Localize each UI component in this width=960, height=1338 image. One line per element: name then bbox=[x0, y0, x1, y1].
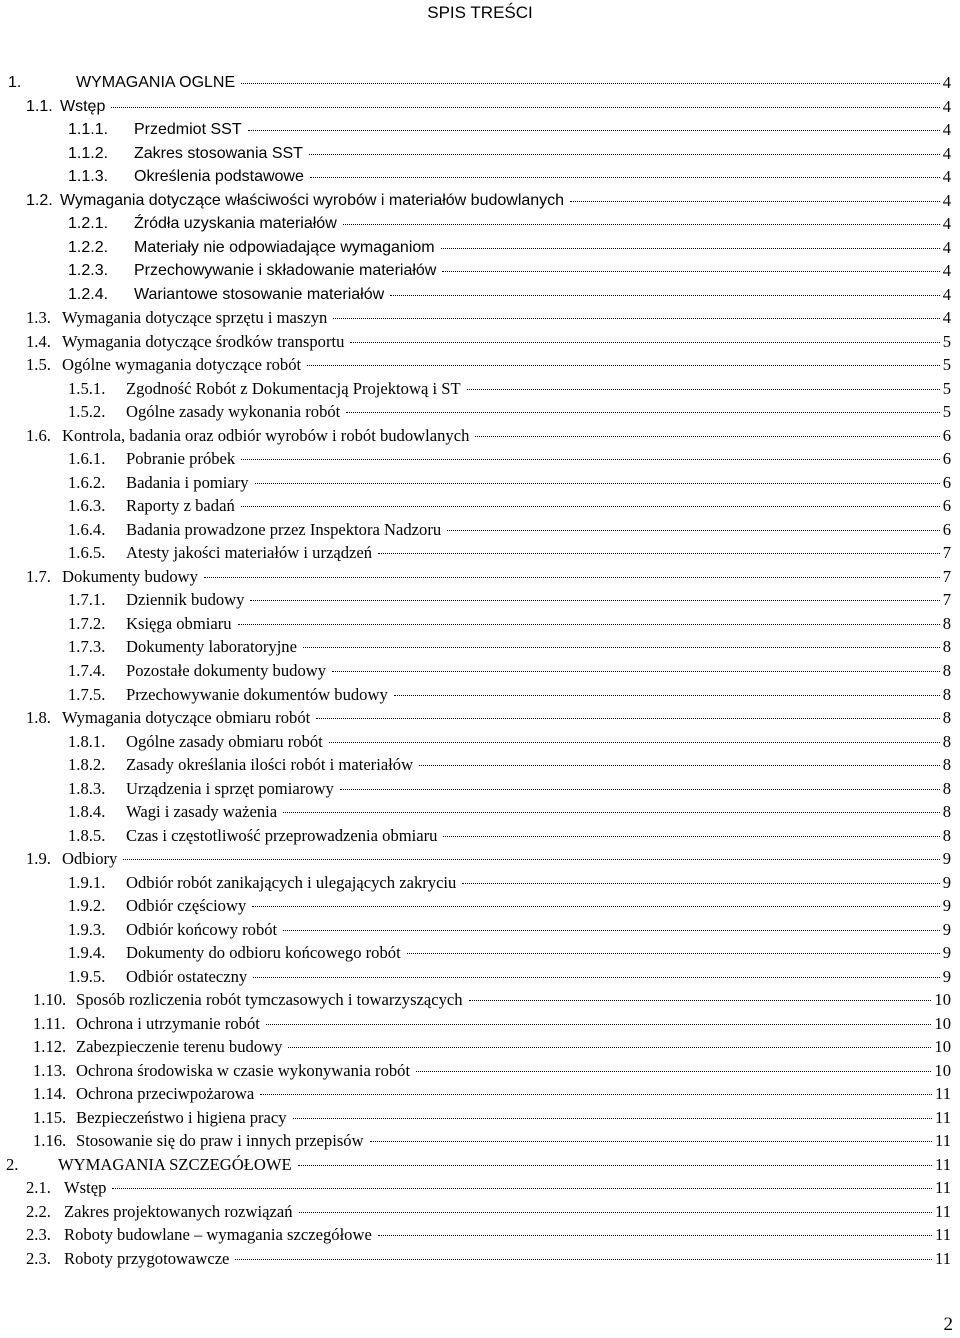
toc-entry-number: 1.5.2. bbox=[68, 402, 106, 422]
toc-entry-number: 1.9.4. bbox=[68, 943, 106, 963]
toc-entry-number: 1.6.2. bbox=[68, 472, 106, 492]
toc-entry-title: Pobranie próbek bbox=[126, 449, 236, 469]
dot-leader bbox=[293, 1118, 932, 1119]
toc-entry-number: 1.7.5. bbox=[68, 684, 106, 704]
dot-leader bbox=[299, 1212, 932, 1213]
dot-leader bbox=[570, 201, 940, 202]
toc-entry-number: 1.8.2. bbox=[68, 755, 106, 775]
toc-entry-number: 1.7. bbox=[26, 566, 51, 586]
dot-leader bbox=[241, 459, 939, 460]
toc-entry[interactable] bbox=[0, 519, 951, 541]
toc-entry-title: Ogólne zasady wykonania robót bbox=[126, 402, 341, 422]
toc-entry-title: Bezpieczeństwo i higiena pracy bbox=[76, 1107, 287, 1127]
toc-entry[interactable] bbox=[0, 660, 951, 682]
toc-entry-title: Zgodność Robót z Dokumentacją Projektową i ST bbox=[126, 378, 461, 398]
toc-entry-page: 8 bbox=[942, 661, 951, 680]
toc-entry-page: 5 bbox=[942, 378, 951, 398]
toc-entry-title: Wstęp bbox=[60, 97, 106, 115]
toc-entry-title: WYMAGANIA OGLNE bbox=[76, 74, 236, 91]
toc-entry-page: 8 bbox=[942, 731, 951, 751]
dot-leader bbox=[238, 624, 940, 625]
page-title: SPIS TREŚCI bbox=[427, 3, 533, 22]
toc-entry-number: 1.9.1. bbox=[68, 872, 106, 892]
toc-entry-page: 10 bbox=[934, 1037, 951, 1057]
dot-leader bbox=[443, 836, 939, 837]
toc-entry-number: 1.1. bbox=[26, 97, 53, 115]
toc-entry-page: 6 bbox=[942, 519, 951, 539]
dot-leader bbox=[241, 83, 940, 84]
toc-entry[interactable] bbox=[0, 872, 951, 894]
toc-entry-number: 1.8.1. bbox=[68, 731, 106, 751]
toc-entry-page: 4 bbox=[942, 167, 951, 187]
dot-leader bbox=[283, 930, 940, 931]
toc-entry-page: 8 bbox=[942, 778, 951, 798]
toc-entry[interactable] bbox=[0, 636, 951, 658]
toc-entry-page: 5 bbox=[942, 402, 951, 422]
toc-entry-title: Ogólne zasady obmiaru robót bbox=[126, 731, 323, 751]
toc-entry[interactable] bbox=[0, 754, 951, 776]
toc-entry-number: 1.2. bbox=[26, 191, 53, 209]
toc-entry-number: 1.13. bbox=[33, 1060, 67, 1080]
dot-leader bbox=[307, 365, 940, 366]
toc-entry-page: 8 bbox=[942, 755, 951, 775]
toc-entry-number: 2.3. bbox=[26, 1225, 51, 1245]
dot-leader bbox=[346, 412, 939, 413]
toc-entry-page: 10 bbox=[934, 990, 951, 1010]
toc-entry-title: Odbiory bbox=[62, 849, 118, 869]
toc-entry-title: Dziennik budowy bbox=[126, 590, 245, 610]
toc-entry-page: 4 bbox=[942, 120, 951, 140]
toc-entry[interactable] bbox=[0, 72, 951, 94]
toc-entry-number: 1.9.5. bbox=[68, 966, 106, 986]
toc-entry[interactable] bbox=[0, 848, 951, 870]
toc-entry-number: 1.15. bbox=[33, 1107, 67, 1127]
toc-entry-number: 1.16. bbox=[33, 1131, 67, 1151]
toc-entry-page: 11 bbox=[935, 1178, 951, 1198]
toc-entry[interactable] bbox=[0, 260, 951, 282]
toc-entry-page: 5 bbox=[942, 331, 951, 351]
page-number: 2 bbox=[943, 1314, 953, 1335]
toc-entry-title: Zabezpieczenie terenu budowy bbox=[76, 1037, 283, 1057]
toc-entry-page: 11 bbox=[935, 1249, 951, 1268]
toc-entry-title: Odbiór częściowy bbox=[126, 896, 247, 916]
toc-entry-number: 1.2.2. bbox=[68, 238, 109, 256]
toc-entry-number: 1.9. bbox=[26, 849, 51, 869]
toc-entry-page: 10 bbox=[934, 1013, 951, 1033]
toc-entry-number: 1.2.3. bbox=[68, 262, 109, 280]
toc-entry-number: 1.14. bbox=[33, 1084, 67, 1104]
toc-entry[interactable] bbox=[0, 707, 951, 729]
toc-entry-page: 11 bbox=[935, 1107, 951, 1127]
toc-entry-title: Źródła uzyskania materiałów bbox=[134, 215, 337, 233]
dot-leader bbox=[332, 671, 940, 672]
toc-entry[interactable] bbox=[0, 96, 951, 118]
dot-leader bbox=[266, 1024, 932, 1025]
toc-entry-title: Ochrona i utrzymanie robót bbox=[76, 1013, 260, 1033]
toc-entry-number: 1.12. bbox=[33, 1037, 67, 1057]
toc-entry-page: 4 bbox=[942, 308, 951, 328]
dot-leader bbox=[253, 977, 940, 978]
dot-leader bbox=[310, 177, 940, 178]
dot-leader bbox=[248, 130, 940, 131]
toc-entry-page: 7 bbox=[942, 590, 951, 610]
toc-entry[interactable] bbox=[0, 801, 951, 823]
dot-leader bbox=[469, 1000, 932, 1001]
toc-entry[interactable] bbox=[0, 613, 951, 635]
toc-entry-number: 2.3. bbox=[26, 1249, 51, 1268]
dot-leader bbox=[419, 765, 940, 766]
toc-entry-number: 1.8.4. bbox=[68, 802, 106, 822]
toc-entry-page: 9 bbox=[942, 943, 951, 963]
toc-entry-number: 1.2.1. bbox=[68, 215, 109, 233]
toc-entry-number: 1.4. bbox=[26, 331, 51, 351]
toc-entry-number: 1.9.2. bbox=[68, 896, 106, 916]
toc-entry-title: Przechowywanie dokumentów budowy bbox=[126, 684, 388, 704]
toc-entry[interactable] bbox=[0, 472, 951, 494]
toc-entry-page: 11 bbox=[935, 1201, 951, 1221]
toc-entry-page: 8 bbox=[942, 613, 951, 633]
toc-entry[interactable] bbox=[0, 919, 951, 941]
toc-entry[interactable] bbox=[0, 1201, 951, 1223]
toc-entry-page: 6 bbox=[942, 425, 951, 445]
toc-entry[interactable] bbox=[0, 989, 951, 1011]
toc-entry-number: 1.7.2. bbox=[68, 613, 106, 633]
toc-entry-number: 2. bbox=[6, 1154, 19, 1174]
toc-entry-title: Wagi i zasady ważenia bbox=[126, 802, 278, 822]
dot-leader bbox=[250, 600, 939, 601]
toc-entry-title: Kontrola, badania oraz odbiór wyrobów i robót budowlanych bbox=[62, 425, 470, 445]
toc-entry-number: 1.7.1. bbox=[68, 590, 106, 610]
toc-entry-title: Określenia podstawowe bbox=[134, 168, 304, 186]
dot-leader bbox=[390, 295, 940, 296]
dot-leader bbox=[255, 483, 940, 484]
toc-entry-page: 11 bbox=[935, 1084, 951, 1104]
toc-entry[interactable] bbox=[0, 589, 951, 611]
dot-leader bbox=[283, 812, 940, 813]
toc-entry-number: 1.5.1. bbox=[68, 378, 106, 398]
toc-entry-title: Roboty przygotowawcze bbox=[64, 1249, 230, 1268]
dot-leader bbox=[298, 1165, 932, 1166]
dot-leader bbox=[378, 1235, 932, 1236]
toc-entry-title: Odbiór ostateczny bbox=[126, 966, 248, 986]
toc-entry-number: 1.6.1. bbox=[68, 449, 106, 469]
toc-entry-page: 9 bbox=[942, 849, 951, 869]
toc-entry-title: Zakres projektowanych rozwiązań bbox=[64, 1201, 293, 1221]
toc-entry-page: 4 bbox=[942, 73, 951, 92]
toc-entry-page: 7 bbox=[942, 566, 951, 586]
dot-leader bbox=[407, 953, 940, 954]
toc-entry[interactable] bbox=[0, 354, 951, 376]
toc-entry-page: 11 bbox=[935, 1154, 951, 1174]
dot-leader bbox=[333, 318, 939, 319]
toc-entry[interactable] bbox=[0, 1036, 951, 1058]
toc-entry-number: 1.8. bbox=[26, 708, 51, 728]
toc-entry-number: 1.10. bbox=[33, 990, 67, 1010]
toc-entry-page: 10 bbox=[934, 1060, 951, 1080]
toc-entry[interactable] bbox=[0, 237, 951, 259]
toc-entry-number: 1.5. bbox=[26, 355, 51, 375]
toc-entry-page: 4 bbox=[942, 284, 951, 304]
toc-entry[interactable] bbox=[0, 495, 951, 517]
toc-entry[interactable] bbox=[0, 284, 951, 306]
toc-entry-title: Raporty z badań bbox=[126, 496, 235, 516]
toc-entry-title: Pozostałe dokumenty budowy bbox=[126, 661, 327, 680]
toc-entry-title: Odbiór robót zanikających i ulegających zakryciu bbox=[126, 872, 457, 892]
toc-entry-number: 1.3. bbox=[26, 308, 51, 328]
toc-entry-number: 1.11. bbox=[33, 1013, 66, 1033]
dot-leader bbox=[447, 530, 940, 531]
toc-entry[interactable] bbox=[0, 1248, 951, 1270]
toc-entry-page: 6 bbox=[942, 449, 951, 469]
toc-entry-number: 1.1.2. bbox=[68, 144, 109, 162]
toc-entry-page: 8 bbox=[942, 637, 951, 657]
toc-entry[interactable] bbox=[0, 143, 951, 165]
dot-leader bbox=[309, 154, 940, 155]
toc-entry-title: Wymagania dotyczące właściwości wyrobów i materiałów budowlanych bbox=[60, 191, 565, 209]
toc-entry-title: Księga obmiaru bbox=[126, 613, 232, 633]
toc-entry-number: 1.8.3. bbox=[68, 778, 106, 798]
dot-leader bbox=[394, 695, 940, 696]
toc-entry-page: 8 bbox=[942, 708, 951, 728]
toc-entry-title: Materiały nie odpowiadające wymaganiom bbox=[134, 238, 435, 256]
toc-entry-page: 11 bbox=[935, 1131, 951, 1151]
toc-entry-title: Dokumenty do odbioru końcowego robót bbox=[126, 943, 401, 963]
toc-entry-page: 5 bbox=[942, 355, 951, 375]
toc-entry-title: Wymagania dotyczące środków transportu bbox=[62, 331, 345, 351]
toc-entry[interactable] bbox=[0, 684, 951, 706]
dot-leader bbox=[241, 506, 940, 507]
toc-entry[interactable] bbox=[0, 895, 951, 917]
toc-entry[interactable] bbox=[0, 942, 951, 964]
toc-entry-number: 1.7.4. bbox=[68, 661, 106, 680]
dot-leader bbox=[329, 742, 940, 743]
dot-leader bbox=[350, 342, 939, 343]
toc-entry-title: Wymagania dotyczące sprzętu i maszyn bbox=[62, 308, 328, 328]
dot-leader bbox=[112, 1188, 932, 1189]
toc-entry-number: 1.6.3. bbox=[68, 496, 106, 516]
toc-entry-title: Dokumenty laboratoryjne bbox=[126, 637, 297, 657]
toc-entry-title: Badania i pomiary bbox=[126, 472, 249, 492]
toc-entry[interactable] bbox=[0, 448, 951, 470]
toc-entry[interactable] bbox=[0, 1154, 951, 1176]
toc-entry-title: Stosowanie się do praw i innych przepisów bbox=[76, 1131, 364, 1151]
toc-entry-page: 11 bbox=[935, 1225, 951, 1245]
toc-entry-page: 8 bbox=[942, 802, 951, 822]
toc-entry-title: Roboty budowlane – wymagania szczegółowe bbox=[64, 1225, 372, 1245]
toc-entry-title: Badania prowadzone przez Inspektora Nadzoru bbox=[126, 519, 442, 539]
dot-leader bbox=[235, 1259, 932, 1260]
toc-entry-page: 7 bbox=[942, 543, 951, 563]
toc-entry[interactable] bbox=[0, 1013, 951, 1035]
toc-entry-page: 8 bbox=[942, 684, 951, 704]
toc-entry-title: Zakres stosowania SST bbox=[134, 144, 303, 162]
toc-entry-page: 6 bbox=[942, 496, 951, 516]
toc-entry[interactable] bbox=[0, 542, 951, 564]
dot-leader bbox=[442, 271, 939, 272]
toc-entry-page: 9 bbox=[942, 872, 951, 892]
toc-entry[interactable] bbox=[0, 401, 951, 423]
toc-entry-number: 2.2. bbox=[26, 1201, 51, 1221]
toc-entry-page: 4 bbox=[942, 214, 951, 234]
toc-entry-title: Ogólne wymagania dotyczące robót bbox=[62, 355, 302, 375]
toc-entry-title: Przedmiot SST bbox=[134, 121, 242, 139]
dot-leader bbox=[340, 789, 940, 790]
dot-leader bbox=[316, 718, 939, 719]
dot-leader bbox=[416, 1071, 931, 1072]
dot-leader bbox=[260, 1094, 932, 1095]
toc-entry-number: 1.9.3. bbox=[68, 919, 106, 939]
toc-entry-title: Wymagania dotyczące obmiaru robót bbox=[62, 708, 311, 728]
toc-entry-number: 1.6.5. bbox=[68, 543, 106, 563]
toc-entry-number: 1.6.4. bbox=[68, 519, 106, 539]
toc-entry-title: Wariantowe stosowanie materiałów bbox=[134, 285, 385, 303]
dot-leader bbox=[303, 647, 940, 648]
dot-leader bbox=[343, 224, 940, 225]
toc-entry-page: 4 bbox=[942, 237, 951, 257]
toc-entry-number: 2.1. bbox=[26, 1178, 51, 1198]
toc-entry[interactable] bbox=[0, 966, 951, 988]
toc-entry-title: WYMAGANIA SZCZEGÓŁOWE bbox=[58, 1154, 292, 1174]
toc-entry[interactable] bbox=[0, 731, 951, 753]
toc-entry[interactable] bbox=[0, 1177, 951, 1199]
toc-entry-title: Zasady określania ilości robót i materiałów bbox=[126, 755, 414, 775]
toc-entry[interactable] bbox=[0, 307, 951, 329]
toc-entry[interactable] bbox=[0, 1107, 951, 1129]
toc-entry-title: Sposób rozliczenia robót tymczasowych i towarzyszących bbox=[76, 990, 463, 1010]
toc-entry[interactable] bbox=[0, 213, 951, 235]
toc-entry[interactable] bbox=[0, 825, 951, 847]
toc-entry-title: Wstęp bbox=[64, 1178, 107, 1198]
dot-leader bbox=[467, 389, 940, 390]
toc-entry-page: 4 bbox=[942, 261, 951, 281]
toc-entry-title: Czas i częstotliwość przeprowadzenia obmiaru bbox=[126, 825, 438, 845]
toc-entry-number: 1.6. bbox=[26, 425, 51, 445]
toc-entry[interactable] bbox=[0, 190, 951, 212]
toc-entry-title: Przechowywanie i składowanie materiałów bbox=[134, 262, 437, 280]
toc-entry[interactable] bbox=[0, 166, 951, 188]
toc-entry[interactable] bbox=[0, 331, 951, 353]
toc-entry-page: 9 bbox=[942, 919, 951, 939]
dot-leader bbox=[475, 436, 939, 437]
dot-leader bbox=[462, 883, 939, 884]
toc-entry-page: 4 bbox=[942, 143, 951, 163]
dot-leader bbox=[378, 553, 940, 554]
toc-entry[interactable] bbox=[0, 1130, 951, 1152]
toc-entry[interactable] bbox=[0, 1060, 951, 1082]
toc-entry-title: Ochrona środowiska w czasie wykonywania robót bbox=[76, 1060, 411, 1080]
dot-leader bbox=[123, 859, 939, 860]
toc-entry-title: Dokumenty budowy bbox=[62, 566, 198, 586]
toc-entry-page: 4 bbox=[942, 96, 951, 116]
dot-leader bbox=[370, 1141, 932, 1142]
toc-entry[interactable] bbox=[0, 778, 951, 800]
dot-leader bbox=[252, 906, 939, 907]
toc-entry-number: 1.1.1. bbox=[68, 121, 109, 139]
dot-leader bbox=[288, 1047, 931, 1048]
toc-entry-number: 1.8.5. bbox=[68, 825, 106, 845]
toc-entry-title: Ochrona przeciwpożarowa bbox=[76, 1084, 255, 1104]
dot-leader bbox=[111, 107, 939, 108]
dot-leader bbox=[441, 248, 940, 249]
toc-entry-page: 9 bbox=[942, 966, 951, 986]
toc-entry-number: 1. bbox=[8, 74, 22, 91]
toc-entry-number: 1.2.4. bbox=[68, 285, 109, 303]
toc-entry[interactable] bbox=[0, 1224, 951, 1246]
toc-entry-number: 1.1.3. bbox=[68, 168, 109, 186]
toc-entry-title: Odbiór końcowy robót bbox=[126, 919, 278, 939]
toc-entry-number: 1.7.3. bbox=[68, 637, 106, 657]
dot-leader bbox=[204, 577, 940, 578]
toc-entry-page: 8 bbox=[942, 825, 951, 845]
toc-entry[interactable] bbox=[0, 425, 951, 447]
toc-entry[interactable] bbox=[0, 566, 951, 588]
toc-entry[interactable] bbox=[0, 378, 951, 400]
toc-entry-title: Atesty jakości materiałów i urządzeń bbox=[126, 543, 373, 563]
toc-entry-page: 9 bbox=[942, 896, 951, 916]
toc-entry[interactable] bbox=[0, 119, 951, 141]
toc-entry-title: Urządzenia i sprzęt pomiarowy bbox=[126, 778, 334, 798]
toc-entry[interactable] bbox=[0, 1083, 951, 1105]
toc-entry-page: 6 bbox=[942, 472, 951, 492]
toc-entry-page: 4 bbox=[942, 190, 951, 210]
